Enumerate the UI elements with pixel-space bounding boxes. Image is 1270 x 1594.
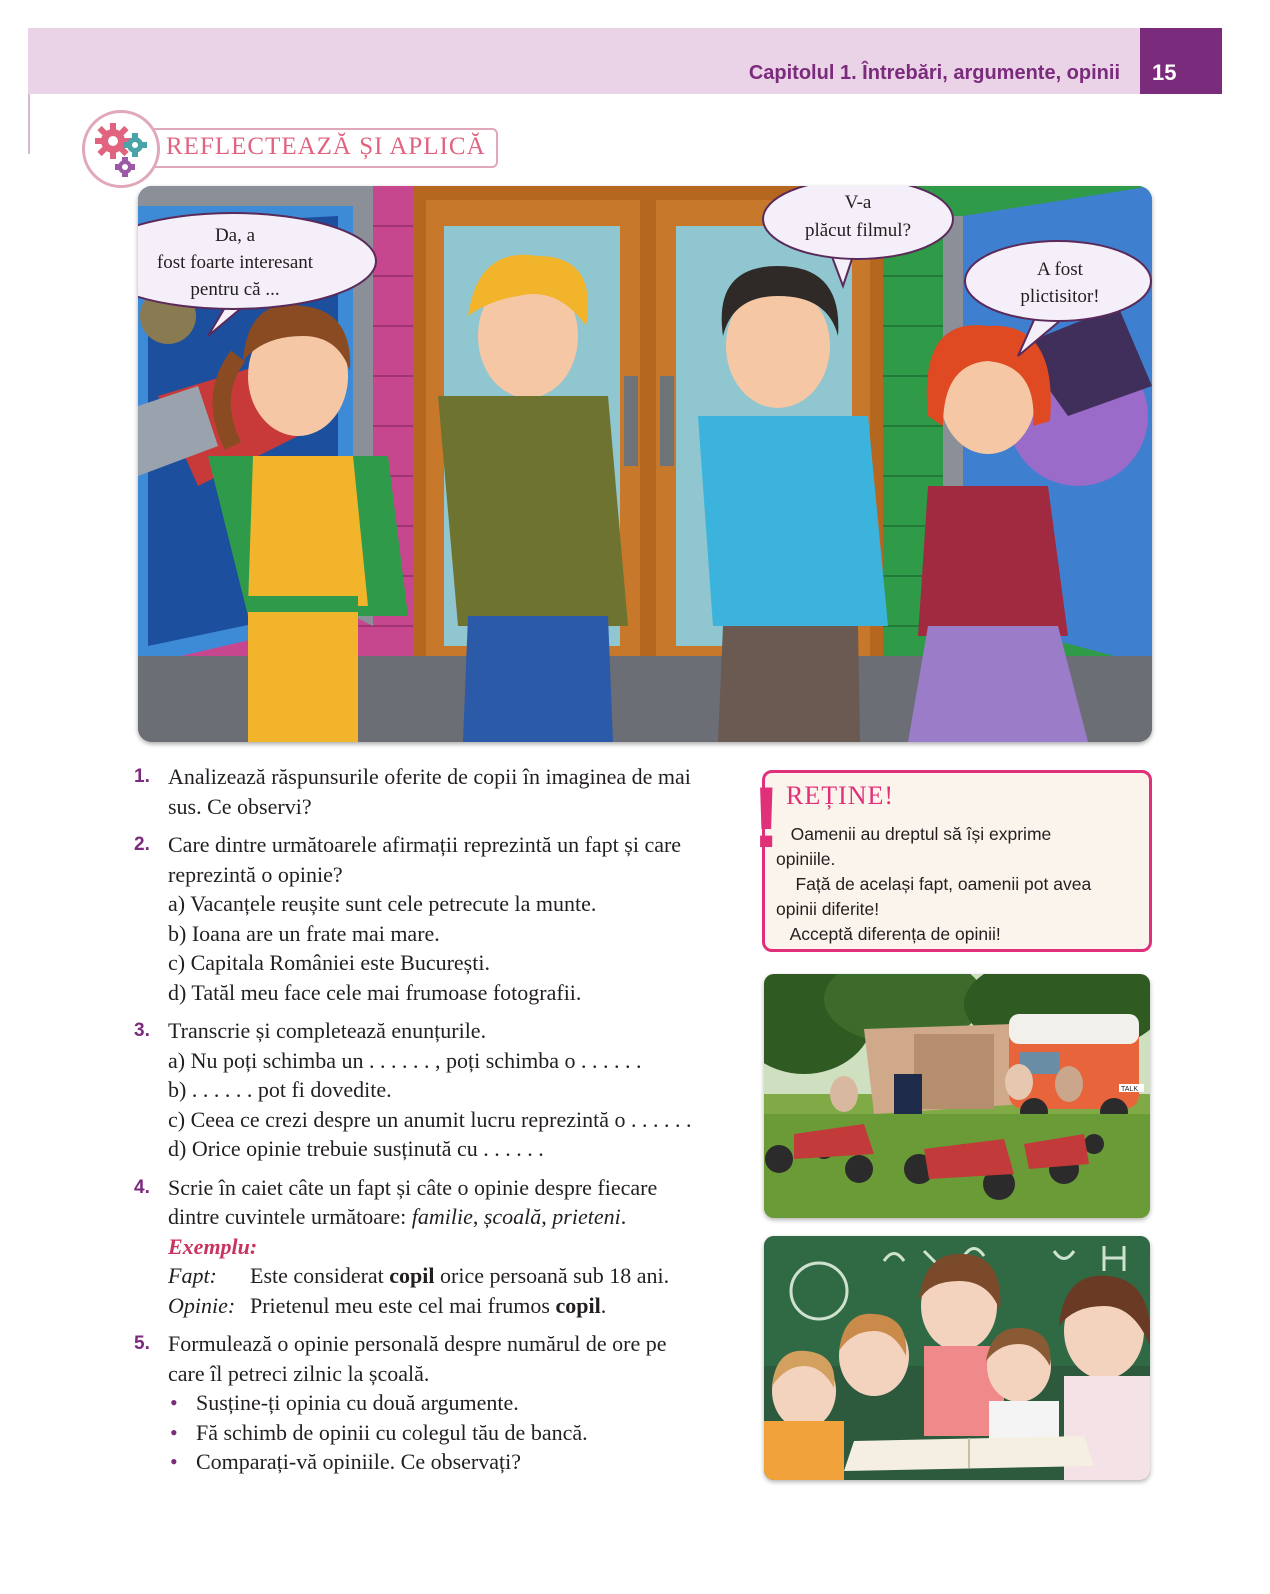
exercise-line: Scrie în caiet câte un fapt și câte o opinie despre fiecare xyxy=(168,1174,658,1200)
retine-line: opinii diferite! xyxy=(776,899,880,919)
exercise-line: Care dintre următoarele afirmații reprezintă un fapt și care xyxy=(168,832,682,857)
retine-line: opiniile. xyxy=(776,849,836,869)
word-family: familie xyxy=(411,1204,473,1229)
exercise-item: c) Capitala României este București. xyxy=(168,950,490,975)
exercise-item: b) Ioana are un frate mai mare. xyxy=(168,920,440,946)
exercise-number: 4. xyxy=(134,1176,150,1198)
exercise-number: 1. xyxy=(134,766,150,787)
exercise-number: 3. xyxy=(134,1020,150,1041)
bubble-left-line-1: Da, a xyxy=(214,225,256,246)
bubble-right-line-2: plictisitor! xyxy=(1020,286,1100,307)
retine-line: Față de același fapt, oamenii pot avea xyxy=(776,874,1092,894)
exercise-bullet: • Fă schimb de opinii cu colegul tău de bancă. xyxy=(168,1418,744,1448)
cartoon-illustration xyxy=(138,186,1152,742)
exercise-line: care îl petreci zilnic la școală. xyxy=(168,1360,430,1386)
retine-line: Oamenii au dreptul să își exprime xyxy=(776,824,1052,844)
exercise-line: Analizează răspunsurile oferite de copii în imaginea de mai xyxy=(168,764,691,789)
retine-line: Acceptă diferența de opinii! xyxy=(776,924,1001,944)
example-fact: Fapt: Este considerat copil orice persoană sub 18 ani. xyxy=(168,1263,670,1288)
exercise-item: b) . . . . . . pot fi dovedite. xyxy=(168,1077,392,1102)
retine-body xyxy=(776,822,1146,947)
exercise-bullet: • Comparați-vă opiniile. Ce observați? xyxy=(168,1447,744,1477)
bubble-left-line-3: pentru că ... xyxy=(190,279,280,300)
example-opinion: Opinie: Prietenul meu este cel mai frumos copil. xyxy=(168,1292,607,1318)
exercise-line: dintre cuvintele următoare: familie, școală, prieteni. xyxy=(168,1204,627,1229)
exercise-line: Formulează o opinie personală despre numărul de ore pe xyxy=(168,1331,667,1356)
van-plate: TALK xyxy=(1121,1086,1138,1093)
exclamation-icon: ! xyxy=(752,770,781,866)
exercise-1 xyxy=(134,762,744,821)
chapter-title: Capitolul 1. Întrebări, argumente, opinii xyxy=(748,62,1120,84)
example-label: Exemplu: xyxy=(168,1233,258,1259)
bubble-center-line-2: plăcut filmul? xyxy=(804,220,912,241)
bubble-left-line-2: fost foarte interesant xyxy=(156,252,314,273)
exercise-item: c) Ceea ce crezi despre un anumit lucru reprezintă o . . . . . . xyxy=(168,1106,692,1132)
word-school: școală xyxy=(483,1204,542,1229)
page-number: 15 xyxy=(1140,28,1222,94)
bubble-center-line-1: V-a xyxy=(844,192,872,213)
exercise-line: Transcrie și completează enunțurile. xyxy=(168,1018,487,1043)
gears-icon xyxy=(82,110,160,188)
exercise-list xyxy=(134,762,744,1486)
exercise-bullet: • Susține-ți opinia cu două argumente. xyxy=(168,1388,744,1418)
left-rule xyxy=(28,94,30,154)
exercise-3 xyxy=(134,1016,744,1164)
section-title: REFLECTEAZĂ ȘI APLICĂ xyxy=(166,133,486,160)
photo-classroom-reading xyxy=(764,1236,1150,1480)
exercise-5 xyxy=(134,1329,744,1477)
exercise-item: a) Vacanțele reușite sunt cele petrecute la munte. xyxy=(168,891,597,916)
exercise-item: d) Tatăl meu face cele mai frumoase fotografii. xyxy=(168,979,582,1005)
exercise-item: d) Orice opinie trebuie susținută cu . . . . . . xyxy=(168,1136,544,1161)
exercise-line: reprezintă o opinie? xyxy=(168,861,343,887)
exercise-item: a) Nu poți schimba un . . . . . . , poți schimba o . . . . . . xyxy=(168,1047,642,1073)
exercise-number: 2. xyxy=(134,834,150,855)
retine-title: REȚINE! xyxy=(786,781,895,810)
exercise-number: 5. xyxy=(134,1333,150,1354)
word-friends: prieteni xyxy=(552,1204,621,1229)
photo-camping-gokarts xyxy=(764,974,1150,1218)
bubble-right-line-1: A fost xyxy=(1037,259,1083,280)
exercise-4 xyxy=(134,1173,744,1321)
exercise-line: sus. Ce observi? xyxy=(168,793,312,819)
exercise-2 xyxy=(134,830,744,1007)
